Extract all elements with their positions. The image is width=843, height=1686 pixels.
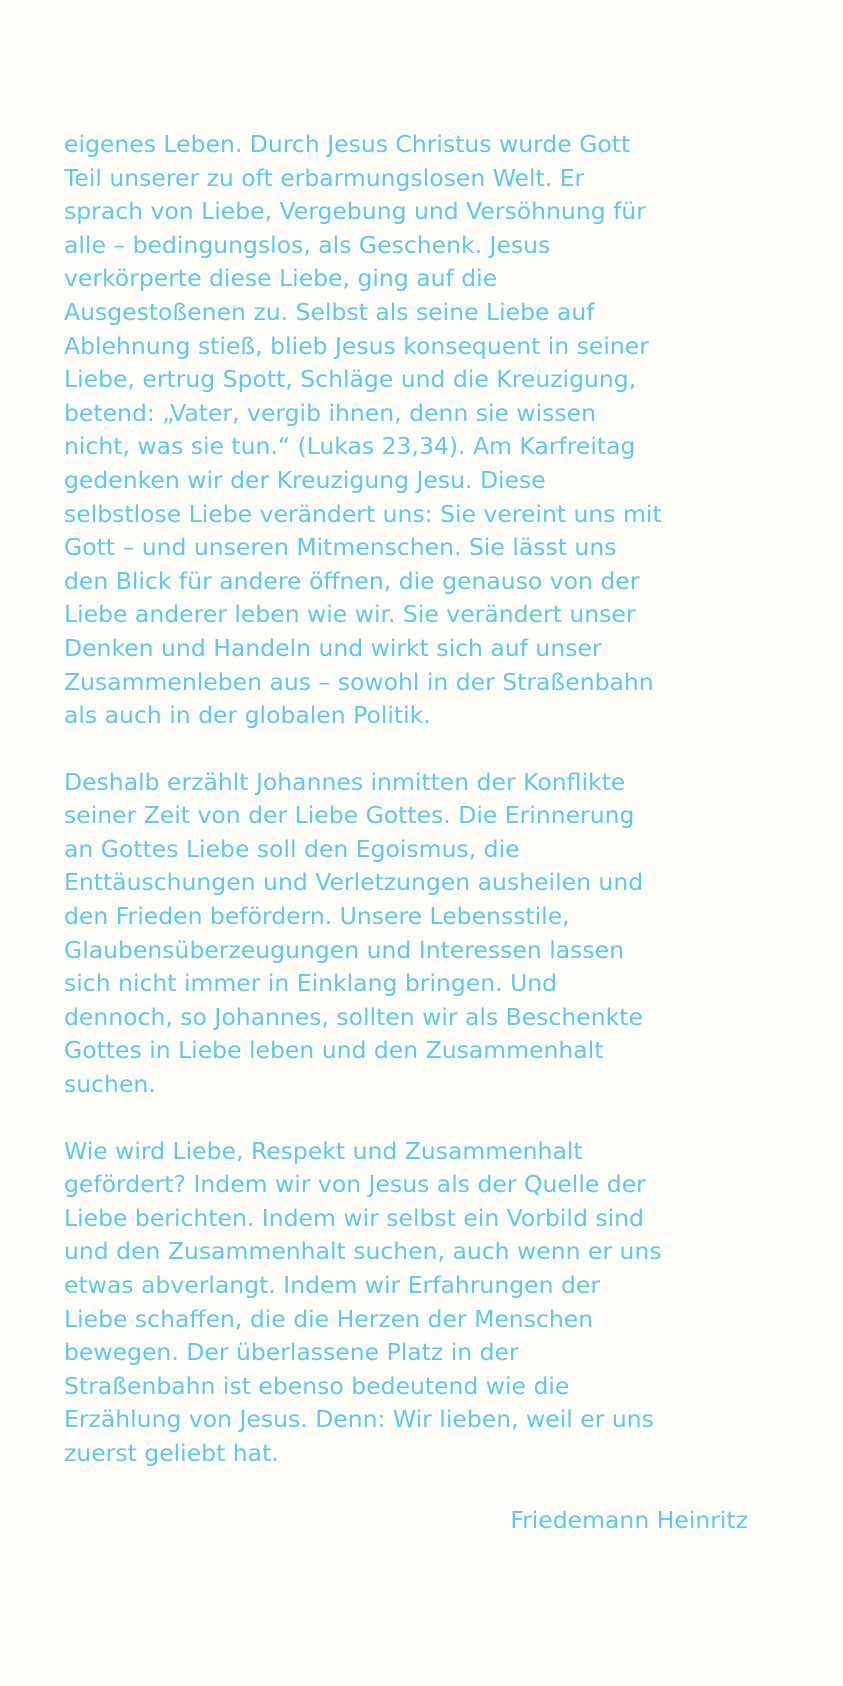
paragraph-3: Wie wird Liebe, Respekt und Zusammenhalt gefördert? Indem wir von Jesus als der Quelle der Liebe berichten. Indem wir selbst ein Vorbild sind und den Zusammenhalt suchen, auch wenn er uns etwas abverlangt. Indem wir Erfahrungen der Liebe schaffen, die die Herzen der Menschen bewegen. Der überlassene Platz in der Straßenbahn ist ebenso bedeutend wie die Erzählung von Jesus. Denn: Wir lieben, weil er uns zuerst geliebt hat. — [64, 1136, 662, 1467]
paragraph-2: Deshalb erzählt Johannes inmitten der Konflikte seiner Zeit von der Liebe Gottes. Die Erinnerung an Gottes Liebe soll den Egoismus, die Enttäuschungen und Verletzungen ausheilen und den Frieden befördern. Unsere Lebensstile, Glaubensüberzeugungen und Interessen lassen sich nicht immer in Einklang bringen. Und dennoch, so Johannes, sollten wir als Beschenkte Gottes in Liebe leben und den Zusammenhalt suchen. — [64, 767, 644, 1099]
document-page — [64, 128, 748, 1537]
author-signature: Friedemann Heinritz — [510, 1505, 748, 1534]
paragraph-1: eigenes Leben. Durch Jesus Christus wurde Gott Teil unserer zu oft erbarmungslosen Welt. Er sprach von Liebe, Vergebung und Versöhnung für alle – bedingungslos, als Geschenk. Jesus verkörperte diese Liebe, ging auf die Ausgestoßenen zu. Selbst als seine Liebe auf Ablehnung stieß, blieb Jesus konsequent in seiner Liebe, ertrug Spott, Schläge und die Kreuzigung, betend: „Vater, vergib ihnen, denn sie wissen nicht, was sie tun.“ (Lukas 23,34). Am Karfreitag gedenken wir der Kreuzigung Jesu. Diese selbstlose Liebe verändert uns: Sie vereint uns mit Gott – und unseren Mitmenschen. Sie lässt uns den Blick für andere öffnen, die genauso von der Liebe anderer leben wie wir. Sie verändert unser Denken und Handeln und wirkt sich auf unser Zusammenleben aus – sowohl in der Straßenbahn als auch in der globalen Politik. — [64, 130, 662, 730]
